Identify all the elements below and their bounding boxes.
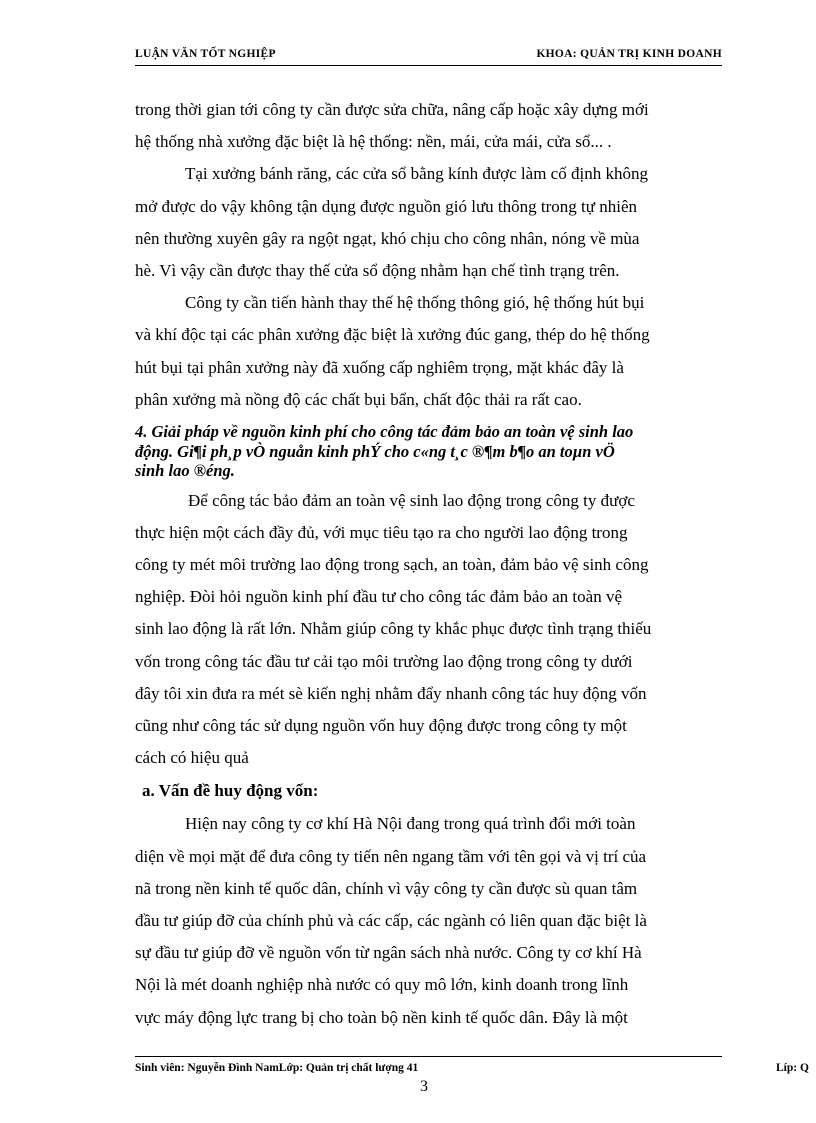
text-line: và khí độc tại các phân xưởng đặc biệt là xưởng đúc gang, thép do hệ thống [135, 325, 650, 345]
document-body [135, 94, 725, 1034]
footer-class: Líp: Q [776, 1062, 809, 1074]
header-rule [135, 65, 722, 66]
text-line: mở được do vậy không tận dụng được nguồn gió lưu thông trong tự nhiên [135, 196, 637, 216]
text-line: Hiện nay công ty cơ khí Hà Nội đang trong quá trình đổi mới toàn [185, 814, 636, 834]
subsection-a-heading: a. Vấn đề huy động vốn: [142, 781, 319, 801]
text-line: sự đầu tư giúp đỡ về nguồn vốn từ ngân sách nhà nước. Công ty cơ khí Hà [135, 943, 642, 963]
section-4-heading [135, 422, 725, 481]
page-header [135, 48, 722, 66]
text-line: thực hiện một cách đầy đủ, với mục tiêu tạo ra cho người lao động trong [135, 522, 628, 542]
text-line: nã trong nền kinh tế quốc dân, chính vì vậy công ty cần được sù quan tâm [135, 878, 638, 898]
paragraph-3 [135, 287, 725, 416]
text-line: vực máy động lực trang bị cho toàn bộ nền kinh tế quốc dân. Đây là một [135, 1007, 628, 1027]
text-line: hút bụi tại phân xưởng này đã xuống cấp nghiêm trọng, mặt khác đây là [135, 357, 624, 377]
footer-rule [135, 1056, 722, 1057]
text-line: cũng như công tác sử dụng nguồn vốn huy động được trong công ty một [135, 715, 627, 735]
text-line: hệ thống nhà xưởng đặc biệt là hệ thống: nền, mái, cửa mái, cửa sổ... . [135, 132, 612, 152]
text-line: diện về mọi mặt để đưa công ty tiến nên ngang tầm với tên gọi và vị trí của [135, 846, 647, 866]
paragraph-5 [135, 808, 725, 1033]
text-line: trong thời gian tới công ty cần được sửa chữa, nâng cấp hoặc xây dựng mới [135, 100, 649, 119]
paragraph-4 [135, 485, 725, 775]
text-line: Để công tác bảo đảm an toàn vệ sinh lao động trong công ty được [188, 490, 635, 510]
text-line: Nội là mét doanh nghiệp nhà nước có quy mô lớn, kinh doanh trong lĩnh [135, 975, 629, 995]
footer-student: Sinh viên: Nguyễn Đình NamLớp: Quản trị chất lượng 41 [135, 1062, 419, 1074]
heading-line: động. Gi¶i ph¸p vÒ nguån kinh phÝ cho c«ng t¸c ®¶m b¶o an toµn vÖ [135, 441, 615, 461]
text-line: vốn trong công tác đầu tư cải tạo môi trường lao động trong công ty dưới [135, 651, 633, 671]
text-line: sinh lao động là rất lớn. Nhằm giúp công ty khắc phục được tình trạng thiếu [135, 619, 652, 639]
header-thesis-title: LUẬN VĂN TỐT NGHIỆP [135, 48, 276, 60]
heading-line: 4. Giải pháp về nguồn kinh phí cho công tác đảm bảo an toàn vệ sinh lao [135, 422, 634, 442]
heading-line: sinh lao ®éng. [135, 461, 235, 481]
text-line: đầu tư giúp đỡ của chính phủ và các cấp, các ngành có liên quan đặc biệt là [135, 910, 647, 930]
paragraph-2 [135, 158, 725, 287]
text-line: Công ty cần tiến hành thay thế hệ thống thông gió, hệ thống hút bụi [185, 293, 645, 313]
text-line: hè. Vì vậy cần được thay thế cửa sổ động nhằm hạn chế tình trạng trên. [135, 261, 620, 281]
text-line: phân xưởng mà nồng độ các chất bụi bẩn, chất độc thải ra rất cao. [135, 389, 582, 409]
text-line: đây tôi xin đưa ra mét sè kiến nghị nhằm đẩy nhanh công tác huy động vốn [135, 683, 647, 703]
text-line: công ty mét môi trường lao động trong sạch, an toàn, đảm bảo vệ sinh công [135, 554, 649, 574]
text-line: Tại xưởng bánh răng, các cửa sổ bằng kính được làm cố định không [185, 164, 648, 184]
text-line: nghiệp. Đòi hỏi nguồn kinh phí đầu tư cho công tác đảm bảo an toàn vệ [135, 587, 622, 607]
paragraph-1 [135, 94, 725, 158]
text-line: cách có hiệu quả [135, 748, 249, 768]
text-line: nên thường xuyên gây ra ngột ngạt, khó chịu cho công nhân, nóng về mùa [135, 228, 640, 248]
header-faculty: KHOA: QUẢN TRỊ KINH DOANH [536, 48, 722, 60]
page-number: 3 [420, 1078, 428, 1095]
